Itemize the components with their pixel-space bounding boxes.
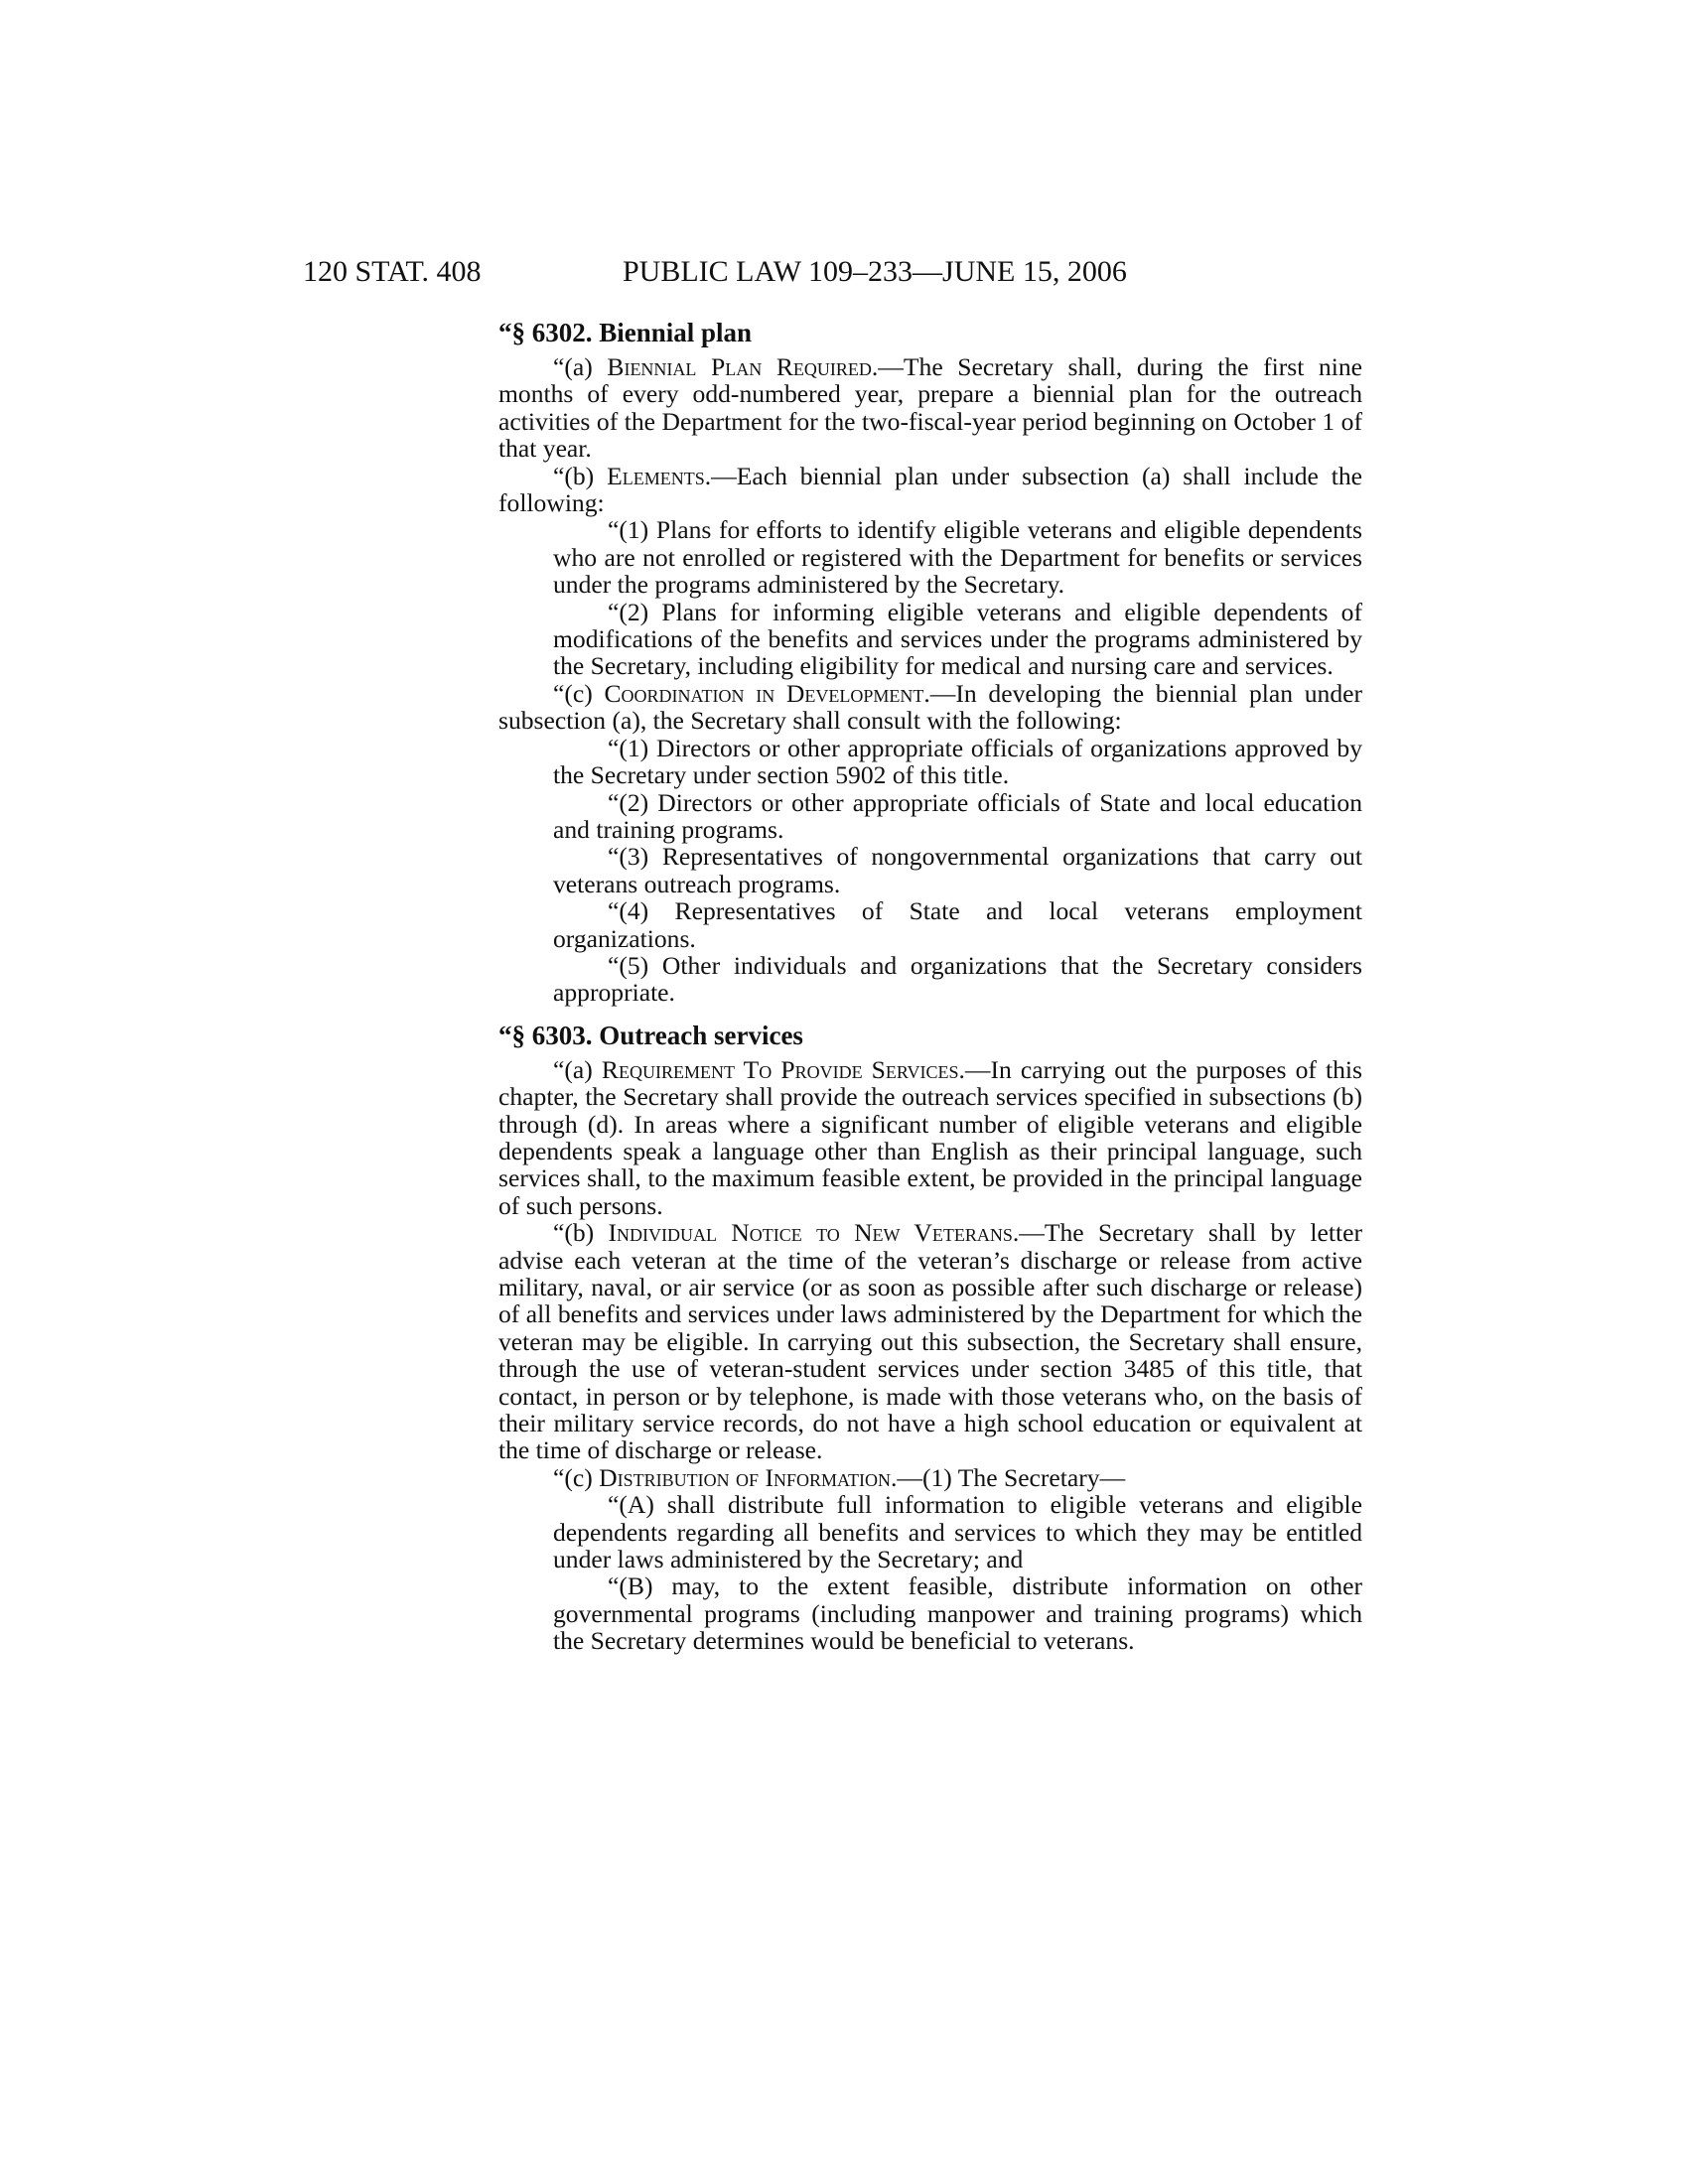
section-6302-c-paragraph-1: “(1) Directors or other appropriate officials of organizations approved by the Secretary under section 5902 of this title. — [553, 733, 1362, 790]
section-6302-b-paragraph-2: “(2) Plans for informing eligible veterans and eligible dependents of modifications of the benefits and services under the programs administered by the Secretary, including eligibility for medical and nursing care and services. — [553, 597, 1362, 681]
law-title: PUBLIC LAW 109–233—JUNE 15, 2006 — [623, 255, 1127, 288]
section-6302-c-paragraph-3: “(3) Representatives of nongovernmental organizations that carry out veterans outreach programs. — [553, 842, 1362, 898]
section-6302-subsection-a: “(a) Biennial Plan Required.—The Secretary shall, during the first nine months of every odd-numbered year, prepare a biennial plan for the outreach activities of the Department for the two-fiscal-year period beginning on October 1 of that year. — [498, 352, 1362, 464]
subsection-heading: Distribution of Information — [599, 1462, 891, 1492]
page-header — [303, 252, 1226, 292]
section-6302-subsection-c: “(c) Coordination in Development.—In developing the biennial plan under subsection (a), the Secretary shall consult with the following: — [498, 678, 1362, 736]
section-6302-c-paragraph-2: “(2) Directors or other appropriate officials of State and local education and training programs. — [553, 787, 1362, 844]
document-body — [498, 316, 1362, 1655]
section-6303-c-subparagraph-B: “(B) may, to the extent feasible, distribute information on other governmental programs (including manpower and training programs) which the Secretary determines would be beneficial to veterans. — [553, 1571, 1362, 1656]
section-6303-subsection-c: “(c) Distribution of Information.—(1) The Secretary— — [553, 1462, 1126, 1492]
section-6303-subsection-a: “(a) Requirement To Provide Services.—In carrying out the purposes of this chapter, the Secretary shall provide the outreach services specified in subsections (b) through (d). In areas where a significant number of eligible veterans and eligible dependents speak a language other than English as their principal language, such services shall, to the maximum feasible extent, be provided in the principal language of such persons. — [498, 1054, 1362, 1220]
subsection-heading: Individual Notice to New Veterans — [608, 1218, 1013, 1248]
subsection-heading: Requirement To Provide Services — [601, 1054, 959, 1084]
section-6302-c-paragraph-4: “(4) Representatives of State and local veterans employment organizations. — [553, 896, 1362, 953]
section-6303-c-subparagraph-A: “(A) shall distribute full information to eligible veterans and eligible dependents regarding all benefits and services to which they may be entitled under laws administered by the Secretary; and — [553, 1490, 1362, 1574]
section-6303-subsection-b: “(b) Individual Notice to New Veterans.—The Secretary shall by letter advise each veteran at the time of the veteran’s discharge or release from active military, naval, or air service (or as soon as possible after such discharge or release) of all benefits and services under laws administered by the Department for which the veteran may be eligible. In carrying out this subsection, the Secretary shall ensure, through the use of veteran-student services under section 3485 of this title, that contact, in person or by telephone, is made with those veterans who, on the basis of their military service records, do not have a high school education or equivalent at the time of discharge or release. — [498, 1218, 1362, 1465]
subsection-heading: Biennial Plan Required — [607, 352, 872, 381]
section-6303-heading: “§ 6303. Outreach services — [498, 1020, 803, 1050]
section-6302-heading: “§ 6302. Biennial plan — [498, 318, 753, 347]
subsection-heading: Elements — [607, 461, 705, 490]
subsection-heading: Coordination in Development — [604, 678, 924, 708]
section-6302-subsection-b: “(b) Elements.—Each biennial plan under subsection (a) shall include the following: — [498, 461, 1362, 518]
section-6302-c-paragraph-5: “(5) Other individuals and organizations that the Secretary considers appropriate. — [553, 950, 1362, 1008]
section-6302-b-paragraph-1: “(1) Plans for efforts to identify eligible veterans and eligible dependents who are not enrolled or registered with the Department for benefits or services under the programs administered by the Secretary. — [553, 515, 1362, 600]
stat-reference: 120 STAT. 408 — [303, 255, 482, 288]
